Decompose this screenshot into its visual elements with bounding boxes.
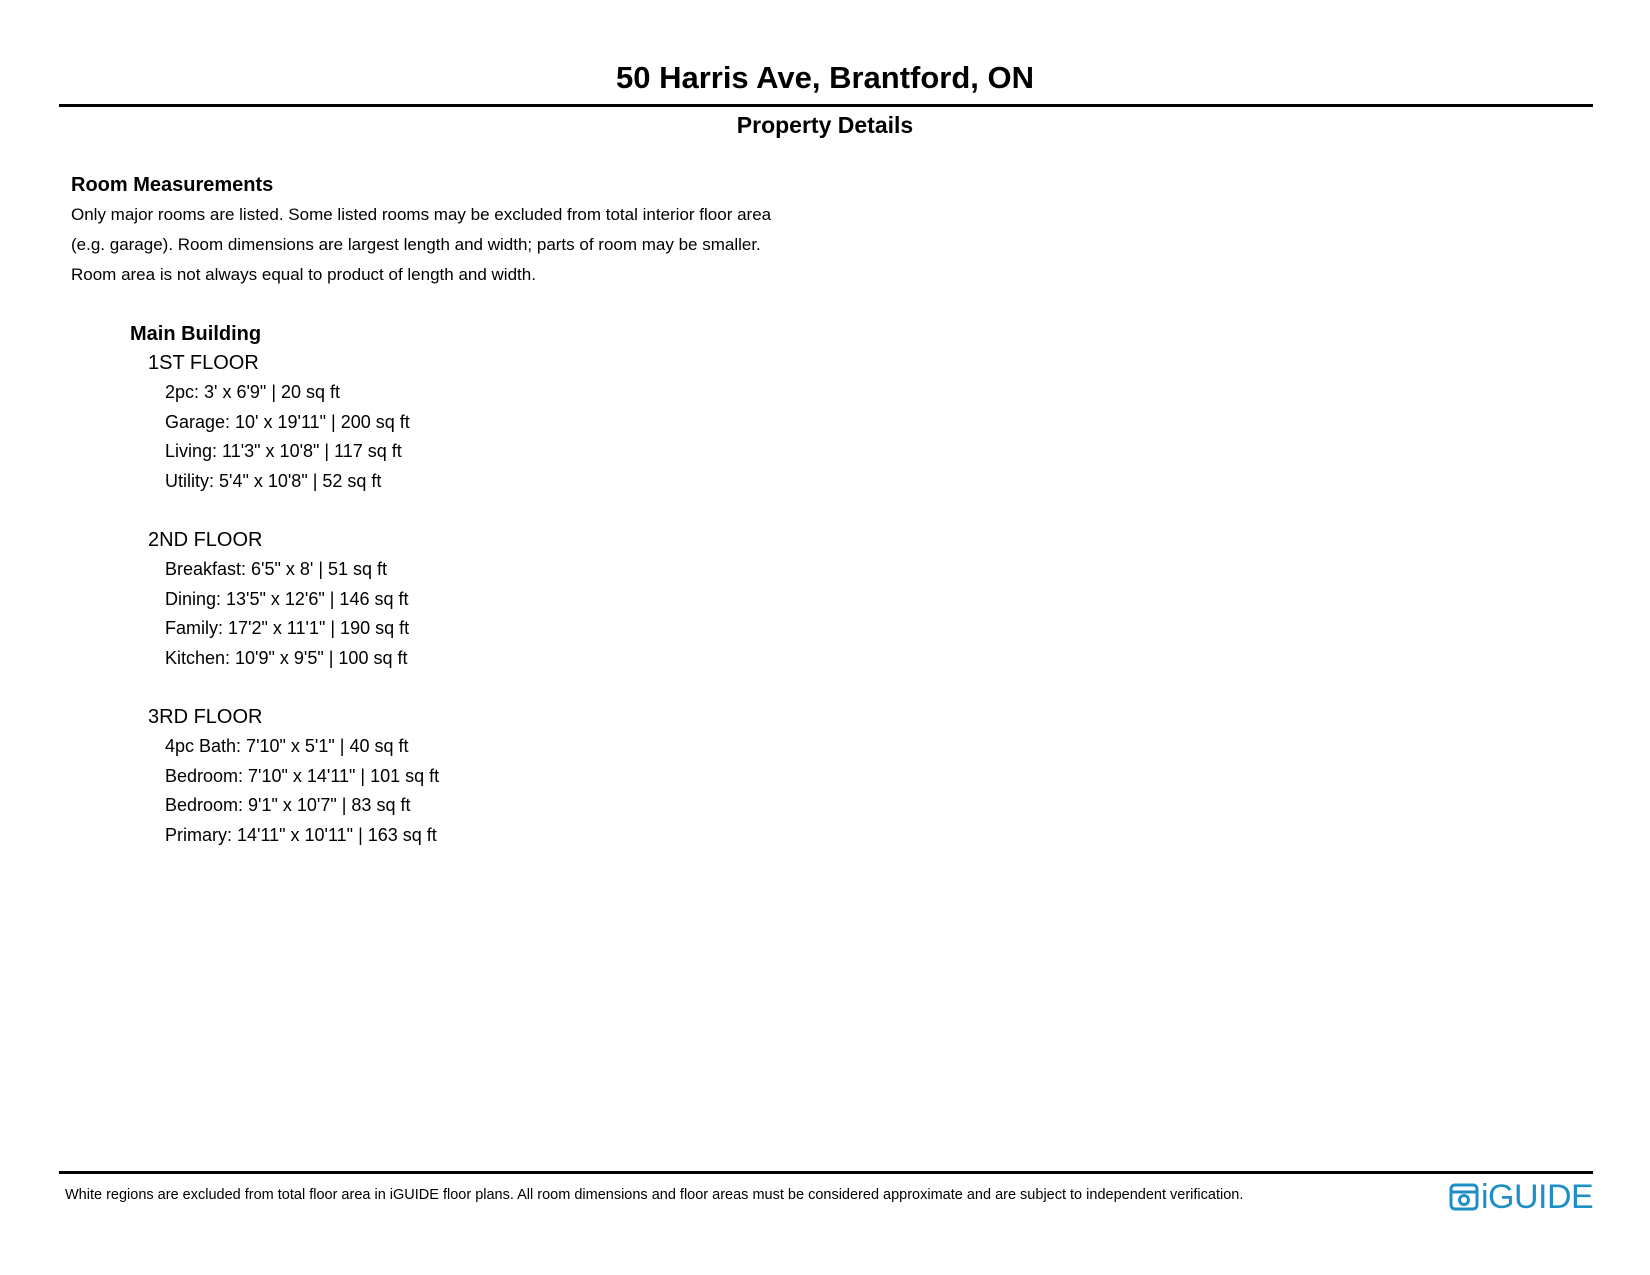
footer-divider xyxy=(59,1171,1593,1174)
floor-title: 1ST FLOOR xyxy=(148,352,259,374)
room-item: Kitchen: 10'9" x 9'5" | 100 sq ft xyxy=(165,647,408,668)
room-item: Garage: 10' x 19'11" | 200 sq ft xyxy=(165,411,410,432)
room-item: 4pc Bath: 7'10" x 5'1" | 40 sq ft xyxy=(165,736,409,756)
room-list xyxy=(165,378,730,496)
room-item: Dining: 13'5" x 12'6" | 146 sq ft xyxy=(165,588,409,609)
room-item: Living: 11'3" x 10'8" | 117 sq ft xyxy=(165,441,402,461)
room-item: Bedroom: 7'10" x 14'11" | 101 sq ft xyxy=(165,765,440,786)
room-item: 2pc: 3' x 6'9" | 20 sq ft xyxy=(165,382,341,402)
room-item: Family: 17'2" x 11'1" | 190 sq ft xyxy=(165,618,410,638)
page-subtitle: Property Details xyxy=(736,112,914,138)
room-list xyxy=(165,732,730,850)
floor-title: 2ND FLOOR xyxy=(148,529,263,551)
room-item: Bedroom: 9'1" x 10'7" | 83 sq ft xyxy=(165,795,411,815)
room-measurements-heading: Room Measurements xyxy=(71,174,274,196)
iguide-logo-icon xyxy=(1449,1183,1479,1211)
title-divider xyxy=(59,104,1593,107)
floor-section-1st xyxy=(148,348,730,496)
intro-line: Room area is not always equal to product of length and width. xyxy=(71,265,536,284)
room-measurements-intro xyxy=(71,200,891,290)
intro-line: Only major rooms are listed. Some listed rooms may be excluded from total interior floor area xyxy=(71,205,772,224)
room-item: Primary: 14'11" x 10'11" | 163 sq ft xyxy=(165,824,437,845)
room-item: Breakfast: 6'5" x 8' | 51 sq ft xyxy=(165,559,388,579)
footer-note: White regions are excluded from total floor area in iGUIDE floor plans. All room dimensions and floor areas must be considered approximate and are subject to independent verification. xyxy=(65,1187,1244,1203)
iguide-logo xyxy=(1449,1180,1593,1214)
room-item: Utility: 5'4" x 10'8" | 52 sq ft xyxy=(165,470,382,491)
logo-text: iGUIDE xyxy=(1481,1178,1594,1216)
floor-section-3rd xyxy=(148,702,730,850)
building-title: Main Building xyxy=(130,323,262,345)
floor-title: 3RD FLOOR xyxy=(148,706,263,728)
intro-line: (e.g. garage). Room dimensions are largest length and width; parts of room may be smaller. xyxy=(71,235,761,254)
building-section xyxy=(130,320,730,850)
room-list xyxy=(165,555,730,673)
floor-section-2nd xyxy=(148,525,730,673)
page-title: 50 Harris Ave, Brantford, ON xyxy=(615,60,1035,95)
